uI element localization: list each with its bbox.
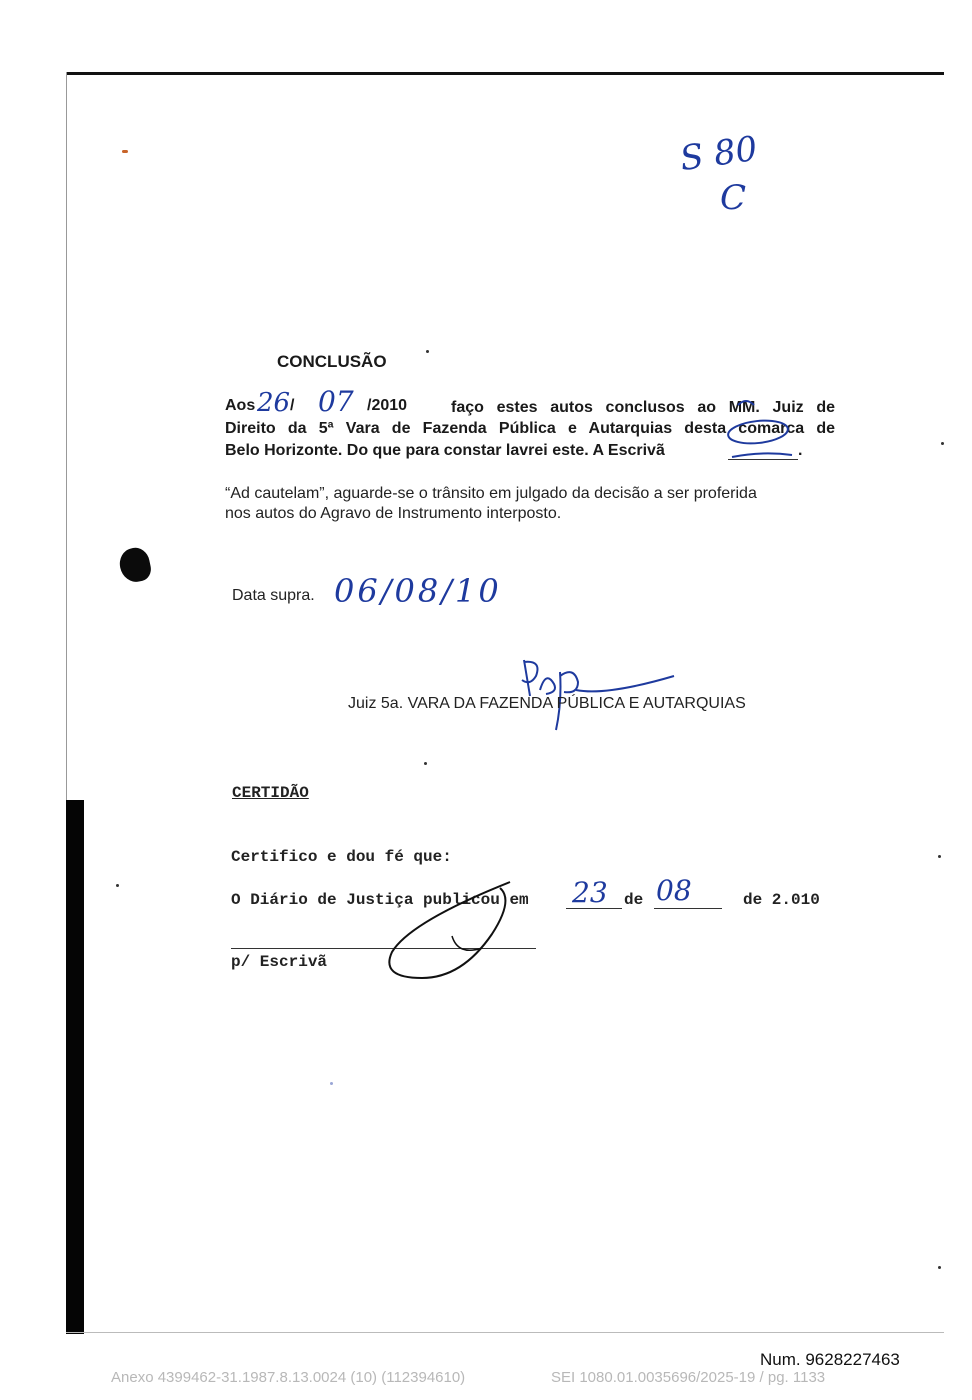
conclusao-line1: faço estes autos conclusos ao MM. Juiz de [451,399,835,416]
data-supra-label: Data supra. [232,587,315,604]
judge-line: Juiz 5a. VARA DA FAZENDA PÚBLICA E AUTARQUIAS [348,695,746,712]
conclusao-line2: Direito da 5ª Vara de Fazenda Pública e Autarquias desta comarca de [225,420,835,437]
handwritten-month: 07 [318,385,354,418]
margin-note-initial: C [720,178,747,218]
conclusao-heading: CONCLUSÃO [277,352,387,371]
year-suffix: /2010 [367,397,408,414]
aos-prefix: Aos [225,397,256,414]
conclusao-line3: Belo Horizonte. Do que para constar lavrei este. A Escrivã [225,442,665,459]
sei-reference: SEI 1080.01.0035696/2025-19 / pg. 1133 [551,1369,826,1386]
certidao-year: de 2.010 [743,891,820,909]
certidao-line2-prefix: O Diário de Justiça publicou em [231,891,529,909]
conclusao-period: . [798,442,803,459]
signature-label: p/ Escrivã [231,953,328,971]
handwritten-day: 26 [257,388,291,418]
handwritten-data-supra: 06/08/10 [334,572,502,610]
date-separator: / [290,397,295,414]
document-number: Num. 9628227463 [760,1350,900,1369]
certidao-heading: CERTIDÃO [232,784,309,802]
certidao-line1: Certifico e dou fé que: [231,848,452,866]
margin-note-page-number: S 80 [677,128,760,180]
handwritten-certidao-day: 23 [572,876,608,909]
annex-reference: Anexo 4399462-31.1987.8.13.0024 (10) (112394610) [111,1369,466,1386]
handwritten-certidao-month: 08 [656,874,692,907]
certidao-de: de [624,891,644,909]
despacho-line2: nos autos do Agravo de Instrumento interposto. [225,505,562,522]
despacho-line1: “Ad cautelam”, aguarde-se o trânsito em julgado da decisão a ser proferida [225,485,757,502]
